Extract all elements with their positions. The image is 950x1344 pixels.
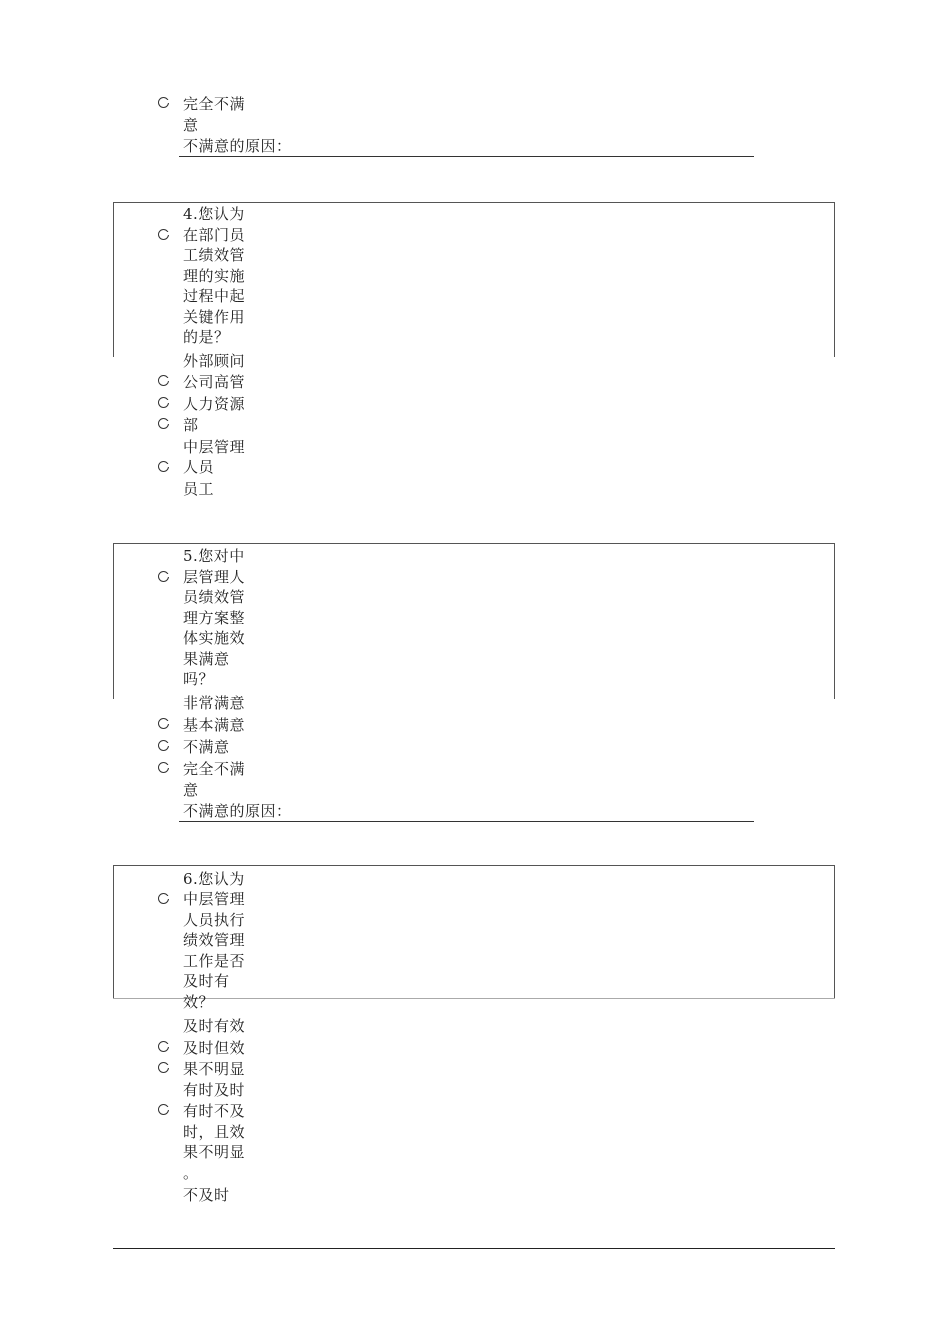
q5-question-line1: 5.您对中 bbox=[183, 547, 245, 565]
q3-option-completely-dissatisfied-line2: 意 bbox=[183, 116, 199, 134]
q6-question-line1: 6.您认为 bbox=[183, 870, 245, 888]
q6-option-sometimes-timely-line3: 时，且效 bbox=[183, 1123, 246, 1141]
radio-q6-option-not-timely[interactable] bbox=[158, 1104, 169, 1115]
q5-reason-label: 不满意的原因： bbox=[183, 802, 292, 820]
q4-question-box-left-border bbox=[113, 202, 114, 357]
q5-question-box-top-border bbox=[113, 543, 835, 544]
q4-question-line2: 在部门员 bbox=[183, 226, 246, 244]
q4-question-box-right-border bbox=[834, 202, 835, 357]
q4-question-line4: 理的实施 bbox=[183, 267, 246, 285]
q6-option-sometimes-timely-line1: 有时及时 bbox=[183, 1081, 246, 1099]
q6-question-box-top-border bbox=[113, 865, 835, 866]
radio-q4-option-middle-managers[interactable] bbox=[158, 418, 169, 429]
radio-q4-option-senior-management[interactable] bbox=[158, 375, 169, 386]
page-footer-rule bbox=[113, 1248, 835, 1249]
q4-question-line6: 关键作用 bbox=[183, 308, 246, 326]
radio-q3-option-completely-dissatisfied[interactable] bbox=[158, 97, 169, 108]
radio-q6-option-timely-not-effective[interactable] bbox=[158, 1041, 169, 1052]
q6-question-line2: 中层管理 bbox=[183, 890, 246, 908]
radio-q5-option-completely-dissatisfied[interactable] bbox=[158, 762, 169, 773]
q6-question-line6: 及时有 bbox=[183, 972, 230, 990]
q4-option-middle-managers-line1: 中层管理 bbox=[183, 438, 246, 456]
q5-question-line2: 层管理人 bbox=[183, 568, 246, 586]
q5-option-very-satisfied: 非常满意 bbox=[183, 694, 246, 712]
radio-q4-option-external-consultant[interactable] bbox=[158, 229, 169, 240]
q5-question-line6: 果满意 bbox=[183, 650, 230, 668]
radio-q5-option-very-satisfied[interactable] bbox=[158, 571, 169, 582]
q4-question-line7: 的是？ bbox=[183, 328, 230, 346]
q6-option-timely-not-effective-line1: 及时但效 bbox=[183, 1039, 246, 1057]
q6-question-box-right-border bbox=[834, 865, 835, 999]
q5-option-completely-dissatisfied-line2: 意 bbox=[183, 781, 199, 799]
q6-option-sometimes-timely-line4: 果不明显 bbox=[183, 1143, 246, 1161]
q6-option-not-timely: 不及时 bbox=[183, 1186, 230, 1204]
q5-option-completely-dissatisfied-line1: 完全不满 bbox=[183, 760, 246, 778]
q4-question-line5: 过程中起 bbox=[183, 287, 246, 305]
q5-reason-input-underline[interactable] bbox=[179, 821, 754, 822]
q4-option-senior-management: 公司高管 bbox=[183, 373, 246, 391]
q6-question-line7: 效？ bbox=[183, 993, 215, 1011]
q4-option-middle-managers-line2: 人员 bbox=[183, 458, 215, 476]
radio-q4-option-employees[interactable] bbox=[158, 461, 169, 472]
q6-option-timely-not-effective-line2: 果不明显 bbox=[183, 1060, 246, 1078]
q6-question-box-left-border bbox=[113, 865, 114, 999]
q6-option-sometimes-timely-line5: 。 bbox=[183, 1164, 199, 1182]
q6-option-timely-effective: 及时有效 bbox=[183, 1017, 246, 1035]
q3-option-completely-dissatisfied-line1: 完全不满 bbox=[183, 95, 246, 113]
q4-option-hr-department-line2: 部 bbox=[183, 416, 199, 434]
q5-option-basically-satisfied: 基本满意 bbox=[183, 716, 246, 734]
q4-question-line1: 4.您认为 bbox=[183, 205, 245, 223]
q4-question-line3: 工绩效管 bbox=[183, 246, 246, 264]
q4-option-hr-department-line1: 人力资源 bbox=[183, 395, 246, 413]
radio-q4-option-hr-department[interactable] bbox=[158, 397, 169, 408]
q6-option-sometimes-timely-line2: 有时不及 bbox=[183, 1102, 246, 1120]
q5-question-line7: 吗？ bbox=[183, 670, 215, 688]
q4-option-employees: 员工 bbox=[183, 480, 215, 498]
q4-option-external-consultant: 外部顾问 bbox=[183, 352, 246, 370]
radio-q5-option-basically-satisfied[interactable] bbox=[158, 718, 169, 729]
q5-question-box-right-border bbox=[834, 543, 835, 699]
q5-option-dissatisfied: 不满意 bbox=[183, 738, 230, 756]
q6-question-line4: 绩效管理 bbox=[183, 931, 246, 949]
q6-question-line5: 工作是否 bbox=[183, 952, 246, 970]
q6-question-box-bottom-border bbox=[113, 998, 835, 999]
q5-question-line5: 体实施效 bbox=[183, 629, 246, 647]
radio-q6-option-sometimes-timely[interactable] bbox=[158, 1062, 169, 1073]
q5-question-line4: 理方案整 bbox=[183, 609, 246, 627]
q3-reason-label: 不满意的原因： bbox=[183, 137, 292, 155]
q6-question-line3: 人员执行 bbox=[183, 911, 246, 929]
q5-question-box-left-border bbox=[113, 543, 114, 699]
q5-question-line3: 员绩效管 bbox=[183, 588, 246, 606]
q4-question-box-top-border bbox=[113, 202, 835, 203]
radio-q6-option-timely-effective[interactable] bbox=[158, 893, 169, 904]
radio-q5-option-dissatisfied[interactable] bbox=[158, 740, 169, 751]
q3-reason-input-underline[interactable] bbox=[179, 156, 754, 157]
